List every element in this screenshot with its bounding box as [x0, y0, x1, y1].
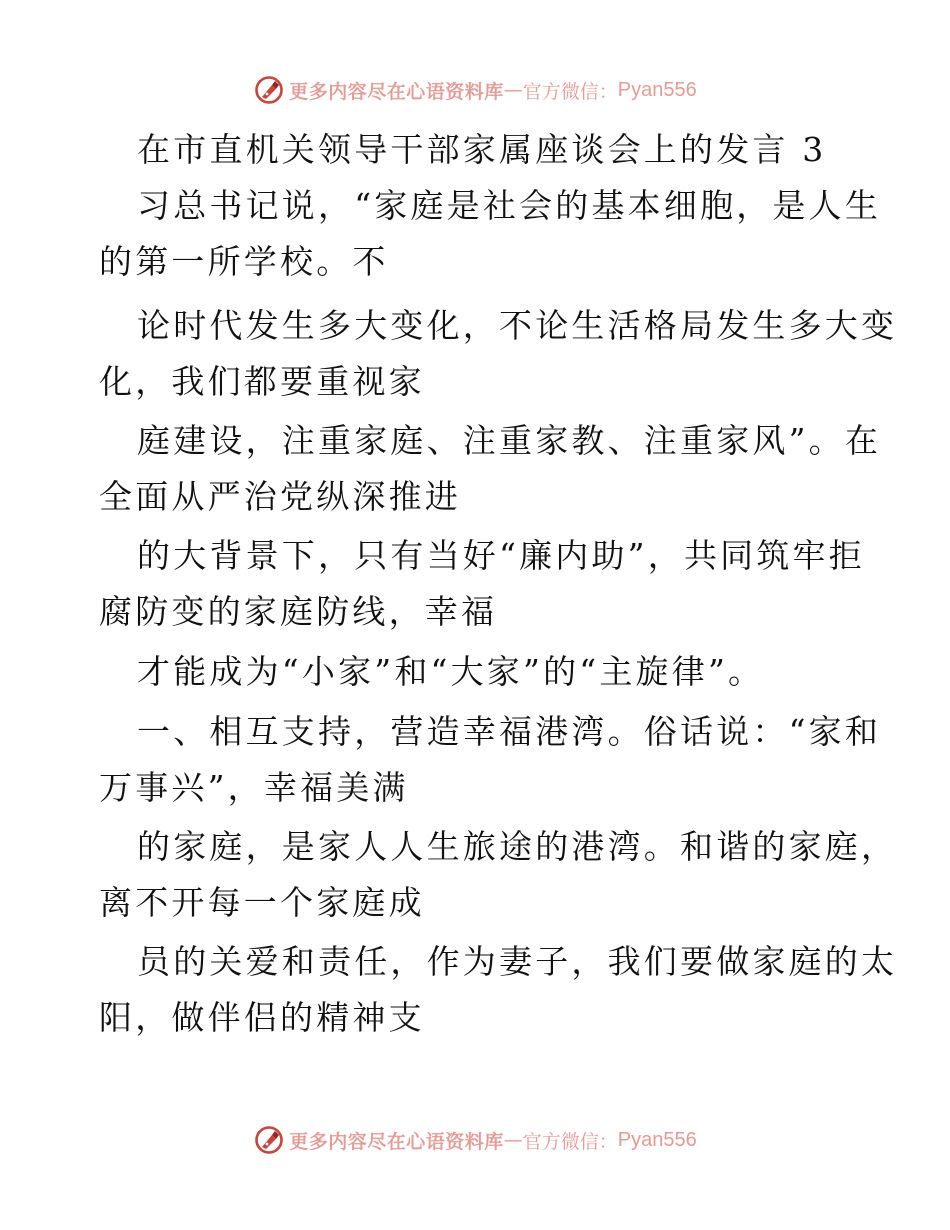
watermark-separator: — [503, 1129, 523, 1151]
watermark-wechat-id: Pyan556 [617, 78, 697, 101]
paragraph-line: 离不开每一个家庭成 [99, 883, 425, 922]
paragraph-line: 的第一所学校。不 [99, 242, 389, 281]
paragraph-line: 习总书记说，“家庭是社会的基本细胞，是人生 [137, 186, 882, 225]
document-title: 在市直机关领导干部家属座谈会上的发言 3 [137, 130, 827, 169]
paragraph-line: 员的关爱和责任，作为妻子，我们要做家庭的太 [137, 942, 898, 981]
pen-nib-logo-icon [253, 74, 285, 106]
footer-watermark [0, 1120, 950, 1160]
paragraph-line: 全面从严治党纵深推进 [99, 477, 461, 516]
watermark-text: 更多内容尽在心语资料库 [289, 80, 504, 103]
watermark-wechat-label: 官方微信： [522, 1130, 618, 1153]
paragraph-line: 万事兴”，幸福美满 [99, 768, 409, 807]
paragraph-line: 化，我们都要重视家 [99, 362, 425, 401]
header-watermark [0, 70, 950, 110]
watermark-wechat-id: Pyan556 [617, 1128, 697, 1151]
paragraph-line: 庭建设，注重家庭、注重家教、注重家风”。在 [137, 421, 882, 460]
watermark-wechat-label: 官方微信： [522, 80, 618, 103]
paragraph-line: 的大背景下，只有当好“廉内助”，共同筑牢拒 [137, 536, 865, 575]
watermark-text: 更多内容尽在心语资料库 [289, 1130, 504, 1153]
paragraph-line: 一、相互支持，营造幸福港湾。俗话说：“家和 [137, 712, 882, 751]
paragraph-line: 阳，做伴侣的精神支 [99, 998, 425, 1037]
pen-nib-logo-icon [253, 1124, 285, 1156]
paragraph-line: 的家庭，是家人人生旅途的港湾。和谐的家庭， [137, 827, 898, 866]
paragraph-line: 才能成为“小家”和“大家”的“主旋律”。 [137, 652, 765, 691]
paragraph-line: 论时代发生多大变化，不论生活格局发生多大变 [137, 306, 898, 345]
watermark-separator: — [503, 79, 523, 101]
paragraph-line: 腐防变的家庭防线，幸福 [99, 592, 498, 631]
